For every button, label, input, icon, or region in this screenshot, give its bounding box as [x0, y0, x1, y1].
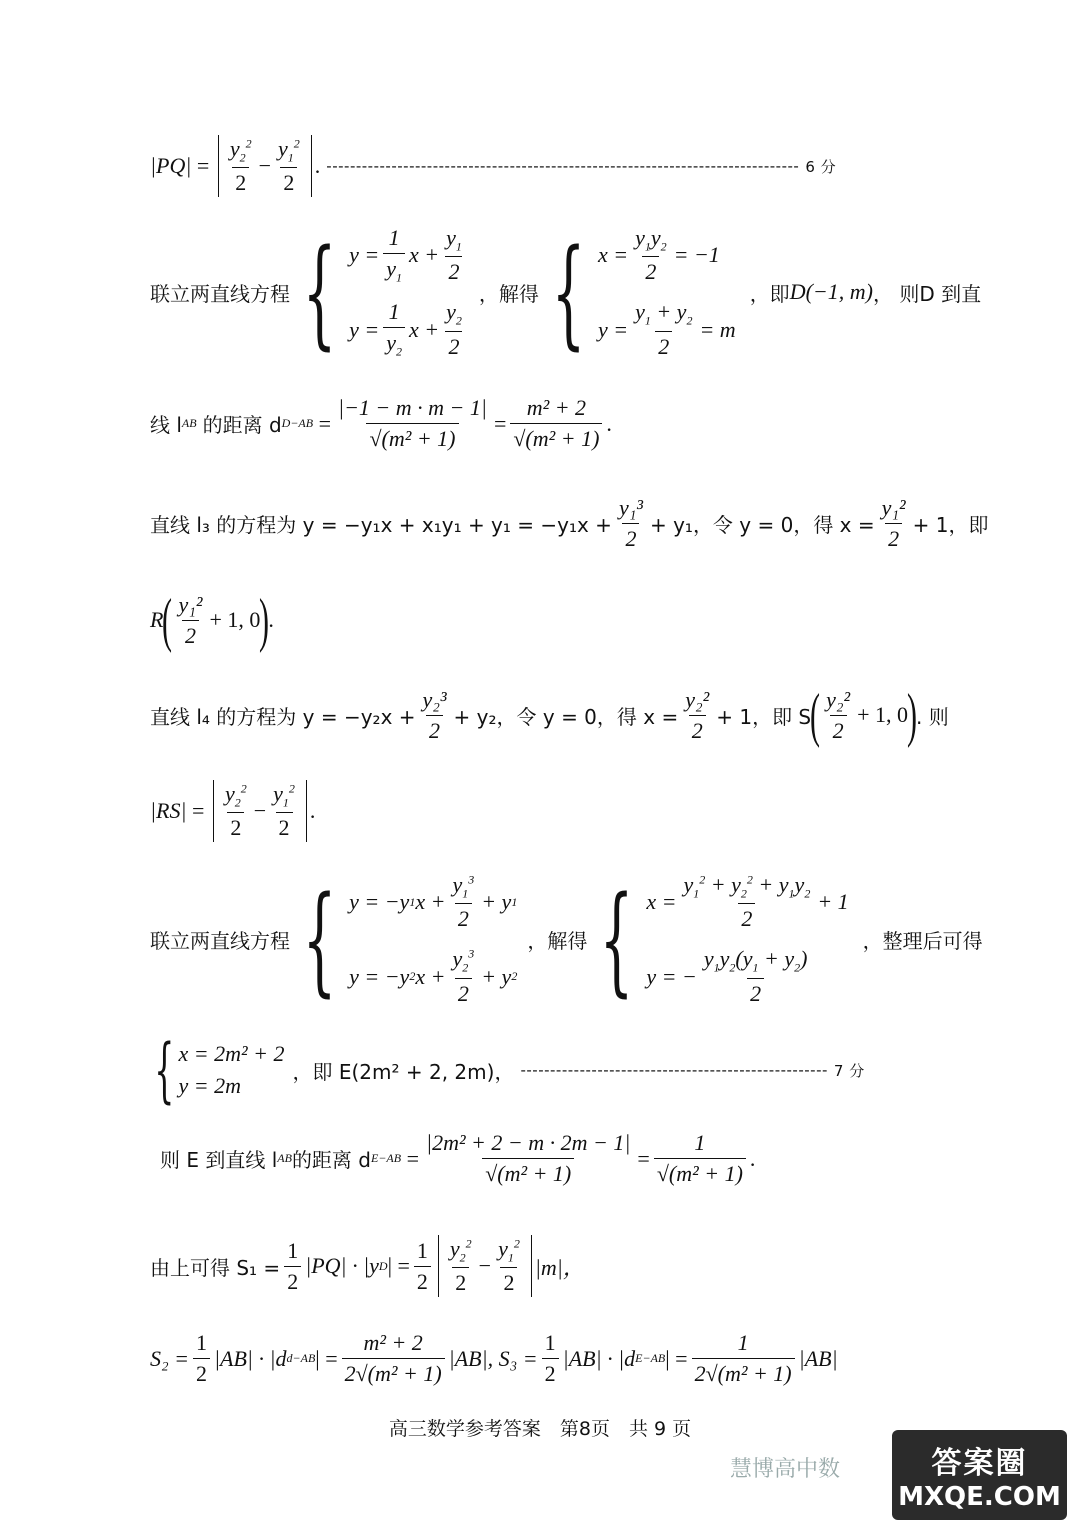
- line-l3: 直线 l₃ 的方程为 y = −y₁x + x₁y₁ + y₁ = −y₁x + $\frac{\text{y₁³}}{2}$ + y₁，令 y = 0，得 x = $\frac{\text{y₁²}}{2}$ + 1，即: [150, 495, 989, 551]
- line-l4: 直线 l₄ 的方程为 y = −y₂x + $\frac{\text{y₂³}}{2}$ + y₂，令 y = 0，得 x = $\frac{\text{y₂²}}{2}$ + 1，即 S ( $\frac{\text{y₂²}}{2}$ + 1, 0 ) . 则: [150, 682, 949, 748]
- site-logo: 答案圈 MXQE.COM: [892, 1430, 1067, 1520]
- area-s2-s3: S₂ = $\frac{1}{2}$ |AB| · |d d−AB | = $\frac{\text{m² + 2}}{\text{2√(m² + 1)}}$ |AB|, S₃ = $\frac{1}{2}$ |AB| · |d E−AB | = $\frac{1}{\text{2√(m² + 1)}}$ |AB|: [150, 1330, 838, 1386]
- point-d: D(−1, m): [789, 279, 873, 305]
- pq-label: |PQ|: [150, 153, 192, 178]
- dash-leader: --------------------------------------------------------------------------------: [326, 157, 800, 175]
- wechat-account: 慧博高中数: [730, 1457, 841, 1482]
- system-d: 联立两直线方程 { y = $\frac{1}{y_1}$ x + $\frac{y_1}{2}$ y = $\frac{1}{y_2}$ x + $\frac{y_2}{2}$ ，解得 { x = $\frac{y_1y_2}{2}$ = −1 y = $\frac{y_1 + y_2}{2}$ = m ，即 D(−1, m) ， 则D 到直: [150, 223, 982, 362]
- distance-d: 线 l AB 的距离 d D−AB = $\frac{|-1 - m \cdot m - 1|}{\text{√(m² + 1)}}$ = $\frac{\text{m² + 2}}{\text{√(m² + 1)}}$ .: [150, 395, 612, 451]
- point-r: R ( $\frac{\text{y₁²}}{2}$ + 1, 0 ) .: [150, 587, 274, 653]
- distance-e: 则 E 到直线 l AB 的距离 d E−AB = $\frac{\text{|2m² + 2 − m · 2m − 1|}}{\text{√(m² + 1)}}$ = $\frac{1}{\text{√(m² + 1)}}$ .: [160, 1130, 756, 1186]
- equation-rs: |RS| = $\frac{y_2^2}{2}$ − $\frac{y_1^2}{2}$ .: [150, 780, 316, 841]
- equation-pq: |PQ| = $\frac{y_2^2}{2}$ − $\frac{y_1^2}{2}$ . -------------------------------------------------------------------------------- 6 分: [150, 135, 837, 196]
- intro-text: 联立两直线方程: [150, 281, 290, 306]
- watermark: [730, 1430, 1075, 1520]
- page-footer: 高三数学参考答案 第8页 共 9 页: [388, 1418, 692, 1440]
- score-6: 6 分: [805, 157, 837, 176]
- system-e: 联立两直线方程 { y = −y 1 x + $\frac{y_1^3}{2}$ + y 1 y = −y 2 x + $\frac{y_2^3}{2}$ + y 2 ，解得 { x = $\frac{y_1^2 + y_2^2 + y_1y_2}{2}$ + 1 y = − $\frac{y_1y_2(y_1 + y_2)}{2}$ ，整理后可得: [150, 870, 983, 1009]
- solve-text: ，解得: [478, 281, 539, 306]
- area-s1: 由上可得 S₁ = $\frac{1}{2}$ |PQ| · |y D | = $\frac{1}{2}$ $\frac{y_2^2}{2}$ − $\frac{y_1^2}{2}$ |m|，: [150, 1235, 585, 1296]
- point-e: { x = 2m² + 2 y = 2m ，即 E(2m² + 2, 2m)， ---------------------------------------------------- 7 分: [154, 1029, 865, 1111]
- abs-expr: $\frac{y_2^2}{2}$ − $\frac{y_1^2}{2}$: [218, 135, 312, 197]
- score-7: 7 分: [833, 1061, 865, 1080]
